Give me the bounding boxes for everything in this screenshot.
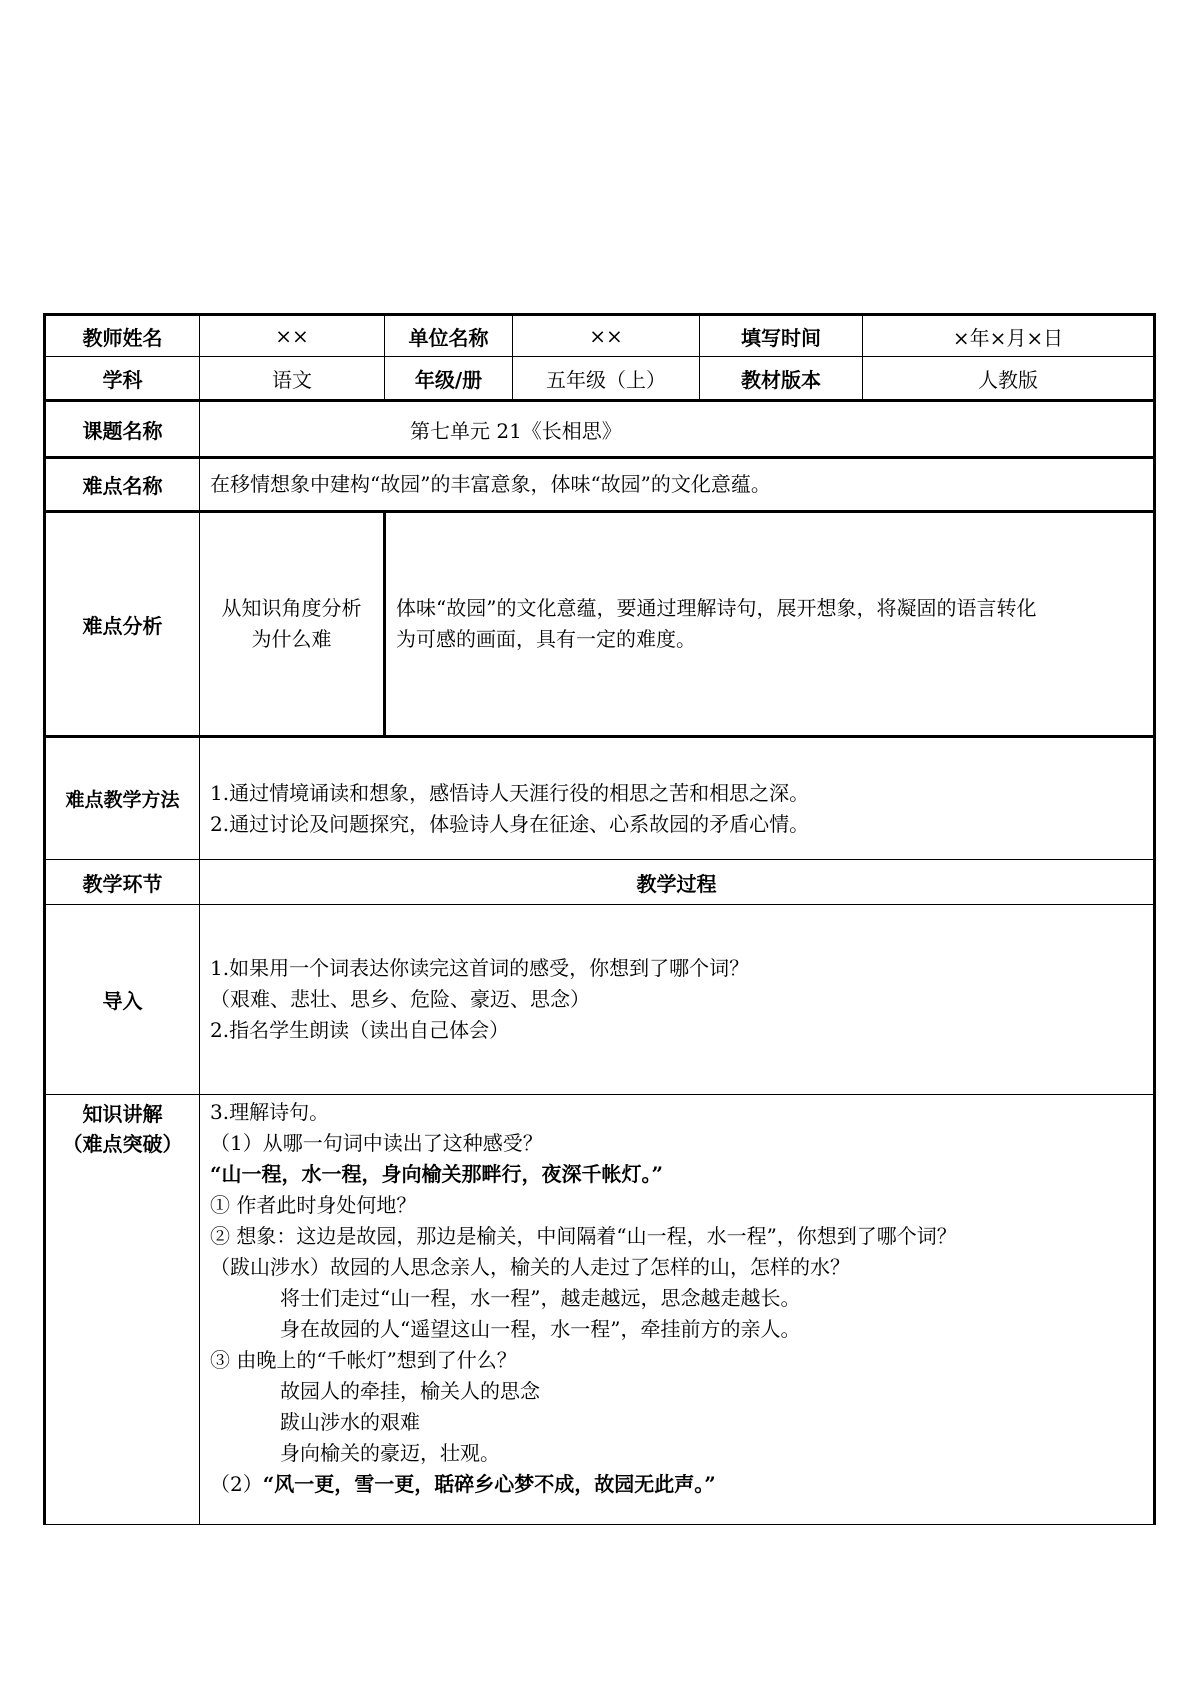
knowledge-label-cell xyxy=(45,1095,200,1525)
edition-value: 人教版 xyxy=(863,357,1155,401)
method-line2: 2.通过讨论及问题探究，体验诗人身在征途、心系故园的矛盾心情。 xyxy=(210,811,810,836)
intro-row xyxy=(45,905,1155,1095)
method-label: 难点教学方法 xyxy=(45,737,200,860)
time-value: ×年×月×日 xyxy=(863,315,1155,357)
knowledge-cell xyxy=(200,1095,1155,1525)
process-header-row xyxy=(45,860,1155,905)
subject-value: 语文 xyxy=(200,357,385,401)
difficulty-label: 难点名称 xyxy=(45,458,200,512)
intro-cell xyxy=(200,905,1155,1095)
knowledge-line: （跋山涉水）故园的人思念亲人，榆关的人走过了怎样的山，怎样的水？ xyxy=(210,1255,850,1279)
subject-label: 学科 xyxy=(45,357,200,401)
knowledge-line: 跋山涉水的艰难 xyxy=(280,1410,420,1434)
difficulty-value: 在移情想象中建构“故园”的丰富意象，体味“故园”的文化意蕴。 xyxy=(210,472,771,496)
difficulty-cell xyxy=(200,458,1155,512)
knowledge-content xyxy=(200,1095,1153,1500)
intro-content xyxy=(200,953,1153,1046)
analysis-content xyxy=(386,593,1153,655)
knowledge-line-prefix: （2） xyxy=(210,1472,263,1496)
lesson-plan-table xyxy=(43,313,1156,1525)
time-label: 填写时间 xyxy=(700,315,863,357)
knowledge-line: 3.理解诗句。 xyxy=(210,1100,330,1124)
lesson-value: 第七单元 21《长相思》 xyxy=(410,418,622,443)
knowledge-line: 身向榆关的豪迈，壮观。 xyxy=(280,1441,500,1465)
grade-label: 年级/册 xyxy=(385,357,513,401)
process-stage-label: 教学环节 xyxy=(45,860,200,905)
method-line1: 1.通过情境诵读和想象，感悟诗人天涯行役的相思之苦和相思之深。 xyxy=(210,780,810,805)
method-content xyxy=(200,758,1153,840)
header-row-2 xyxy=(45,357,1155,401)
analysis-line1: 体味“故园”的文化意蕴，要通过理解诗句，展开想象，将凝固的语言转化 xyxy=(396,596,1037,620)
grade-value: 五年级（上） xyxy=(513,357,700,401)
intro-line1: 1.如果用一个词表达你读完这首词的感受，你想到了哪个词？ xyxy=(210,956,750,980)
lesson-cell xyxy=(200,401,1155,458)
analysis-sub-label-line1: 从知识角度分析 xyxy=(221,596,362,620)
knowledge-line: ① 作者此时身处何地？ xyxy=(210,1193,417,1217)
analysis-sub-label xyxy=(200,593,383,655)
analysis-row xyxy=(45,512,1155,737)
lesson-row xyxy=(45,401,1155,458)
knowledge-line: 故园人的牵挂，榆关人的思念 xyxy=(280,1379,540,1403)
lesson-plan-sheet xyxy=(43,313,1153,1525)
knowledge-label-line2: （难点突破） xyxy=(62,1132,183,1156)
intro-line2: （艰难、悲壮、思乡、危险、豪迈、思念） xyxy=(210,987,590,1011)
knowledge-line: ③ 由晚上的“千帐灯”想到了什么？ xyxy=(210,1348,517,1372)
intro-label: 导入 xyxy=(45,905,200,1095)
knowledge-line: ② 想象：这边是故园，那边是榆关，中间隔着“山一程，水一程”，你想到了哪个词？ xyxy=(210,1224,957,1248)
teacher-value: ×× xyxy=(200,315,385,357)
knowledge-line: 将士们走过“山一程，水一程”，越走越远，思念越走越长。 xyxy=(280,1286,801,1310)
knowledge-line-quote: “山一程，水一程，身向榆关那畔行，夜深千帐灯。” xyxy=(210,1162,664,1186)
method-row xyxy=(45,737,1155,860)
lesson-label: 课题名称 xyxy=(45,401,200,458)
analysis-content-cell xyxy=(385,512,1155,737)
unit-value: ×× xyxy=(513,315,700,357)
method-cell xyxy=(200,737,1155,860)
knowledge-line: 身在故园的人“遥望这山一程，水一程”，牵挂前方的亲人。 xyxy=(280,1317,801,1341)
knowledge-line-quote-2: “风一更，雪一更，聒碎乡心梦不成，故园无此声。” xyxy=(262,1472,716,1496)
unit-label: 单位名称 xyxy=(385,315,513,357)
intro-line3: 2.指名学生朗读（读出自己体会） xyxy=(210,1018,510,1042)
edition-label: 教材版本 xyxy=(700,357,863,401)
teacher-label: 教师姓名 xyxy=(45,315,200,357)
analysis-sub-label-cell xyxy=(200,512,385,737)
process-label: 教学过程 xyxy=(200,860,1155,905)
knowledge-line-last xyxy=(210,1469,1143,1500)
header-row-1 xyxy=(45,315,1155,357)
analysis-line2: 为可感的画面，具有一定的难度。 xyxy=(396,627,696,651)
knowledge-line: （1）从哪一句词中读出了这种感受？ xyxy=(210,1131,543,1155)
analysis-label: 难点分析 xyxy=(45,512,200,737)
analysis-sub-label-line2: 为什么难 xyxy=(251,627,332,651)
knowledge-label-line1: 知识讲解 xyxy=(82,1102,163,1126)
difficulty-row xyxy=(45,458,1155,512)
knowledge-row xyxy=(45,1095,1155,1525)
